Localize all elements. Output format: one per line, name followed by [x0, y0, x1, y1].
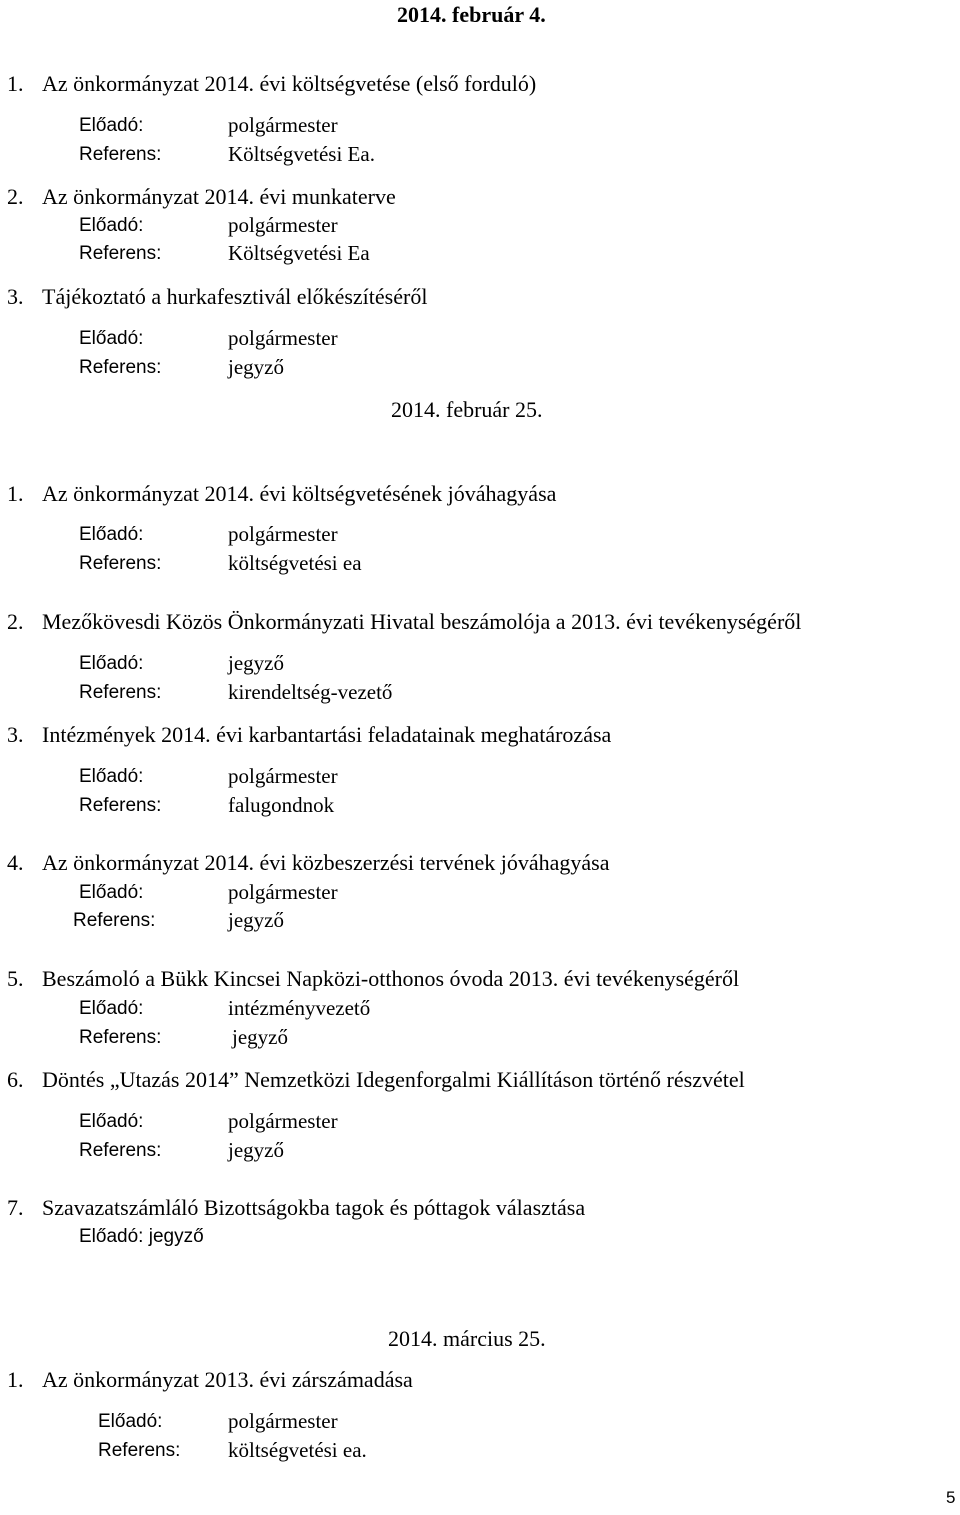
- referent-label: Referens:: [79, 795, 162, 816]
- referent-label: Referens:: [79, 243, 162, 264]
- agenda-item-number: 2.: [7, 609, 24, 634]
- presenter-label: Előadó:: [79, 524, 144, 545]
- agenda-item-number: 1.: [7, 481, 24, 506]
- referent-value: költségvetési ea.: [228, 1438, 367, 1462]
- page-number: 5: [946, 1488, 956, 1507]
- agenda-item-number: 1.: [7, 71, 24, 96]
- referent-value: Költségvetési Ea.: [228, 142, 375, 166]
- referent-value: falugondnok: [228, 793, 335, 817]
- referent-label: Referens:: [79, 357, 162, 378]
- presenter-value: polgármester: [228, 113, 338, 137]
- referent-value: jegyző: [228, 355, 284, 379]
- referent-label: Referens:: [79, 553, 162, 574]
- referent-label: Referens:: [79, 1140, 162, 1161]
- agenda-item-title: Intézmények 2014. évi karbantartási feladatainak meghatározása: [42, 722, 612, 747]
- agenda-item-number: 6.: [7, 1067, 24, 1092]
- referent-label: Referens:: [79, 144, 162, 165]
- presenter-label: Előadó:: [79, 653, 144, 674]
- presenter-value: polgármester: [228, 764, 338, 788]
- agenda-item-title: Az önkormányzat 2014. évi közbeszerzési tervének jóváhagyása: [42, 850, 610, 875]
- agenda-item-title: Tájékoztató a hurkafesztivál előkészítéséről: [42, 284, 428, 309]
- agenda-item-title: Mezőkövesdi Közös Önkormányzati Hivatal beszámolója a 2013. évi tevékenységéről: [42, 609, 802, 634]
- agenda-item-title: Az önkormányzat 2014. évi költségvetése (első forduló): [42, 71, 537, 96]
- section-date: 2014. február 25.: [391, 397, 543, 422]
- presenter-label: Előadó:: [79, 1111, 144, 1132]
- referent-value: jegyző: [228, 1138, 284, 1162]
- agenda-item-number: 3.: [7, 284, 24, 309]
- presenter-value: polgármester: [228, 1409, 338, 1433]
- presenter-value: polgármester: [228, 880, 338, 904]
- referent-value: jegyző: [228, 908, 284, 932]
- presenter-label: Előadó:: [79, 766, 144, 787]
- referent-value: Költségvetési Ea: [228, 241, 370, 265]
- presenter-label: Előadó:: [79, 882, 144, 903]
- agenda-item-title: Az önkormányzat 2014. évi munkaterve: [42, 184, 396, 209]
- presenter-label: Előadó:: [79, 115, 144, 136]
- presenter-label: Előadó:: [79, 328, 144, 349]
- presenter-value: polgármester: [228, 213, 338, 237]
- agenda-item-number: 2.: [7, 184, 24, 209]
- presenter-label: Előadó:: [79, 998, 144, 1019]
- agenda-item-number: 4.: [7, 850, 24, 875]
- section-date: 2014. március 25.: [388, 1326, 546, 1351]
- presenter-label: Előadó:: [79, 215, 144, 236]
- agenda-item-title: Döntés „Utazás 2014” Nemzetközi Idegenforgalmi Kiállításon történő részvétel: [42, 1067, 745, 1092]
- presenter-value: polgármester: [228, 326, 338, 350]
- presenter-value: intézményvezető: [228, 996, 371, 1020]
- referent-label: Referens:: [98, 1440, 181, 1461]
- presenter-value: polgármester: [228, 1109, 338, 1133]
- referent-value: költségvetési ea: [228, 551, 362, 575]
- referent-value: kirendeltség-vezető: [228, 680, 393, 704]
- presenter-label: Előadó:: [98, 1411, 163, 1432]
- section-date: 2014. február 4.: [397, 2, 546, 27]
- agenda-item-title: Az önkormányzat 2014. évi költségvetésének jóváhagyása: [42, 481, 557, 506]
- referent-label: Referens:: [73, 910, 156, 931]
- presenter-line: Előadó: jegyző: [79, 1226, 204, 1247]
- agenda-item-title: Beszámoló a Bükk Kincsei Napközi-otthonos óvoda 2013. évi tevékenységéről: [42, 966, 740, 991]
- referent-label: Referens:: [79, 682, 162, 703]
- referent-label: Referens:: [79, 1027, 162, 1048]
- referent-value: jegyző: [232, 1025, 288, 1049]
- presenter-value: jegyző: [228, 651, 284, 675]
- agenda-item-title: Az önkormányzat 2013. évi zárszámadása: [42, 1367, 413, 1392]
- presenter-value: polgármester: [228, 522, 338, 546]
- agenda-item-number: 5.: [7, 966, 24, 991]
- agenda-item-title: Szavazatszámláló Bizottságokba tagok és póttagok választása: [42, 1195, 586, 1220]
- agenda-item-number: 1.: [7, 1367, 24, 1392]
- agenda-item-number: 7.: [7, 1195, 24, 1220]
- agenda-item-number: 3.: [7, 722, 24, 747]
